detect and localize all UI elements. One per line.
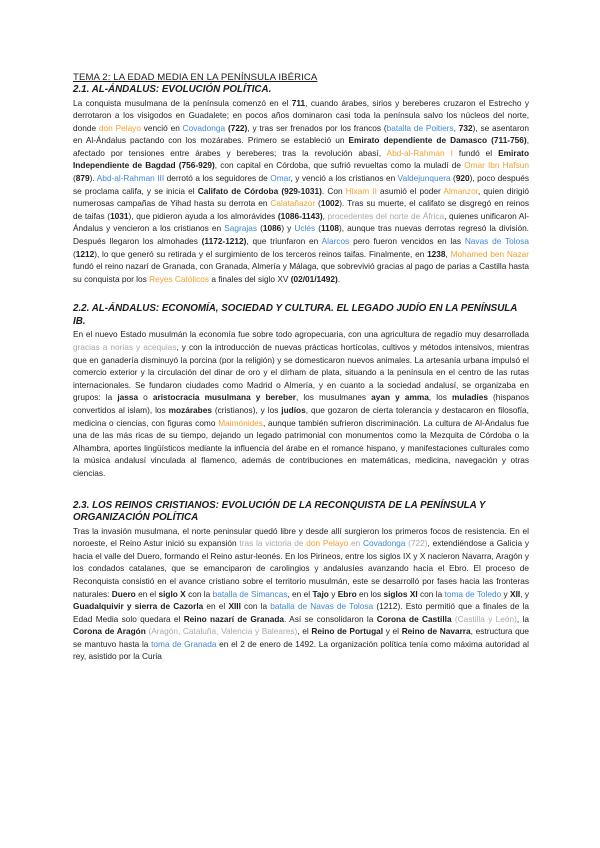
text-run: Guadalquivir y sierra de Cazorla [73,601,204,612]
text-run: ), que pidieron ayuda a los almorávides [128,210,278,221]
text-run: . Con [321,185,346,196]
document-content [73,72,529,663]
text-run: ayan y amma [371,392,429,403]
text-run: ( [256,223,263,234]
text-run: Tajo [312,588,329,599]
text-run: Uclés [294,223,316,234]
text-run: , los musulmanes [295,392,372,403]
text-run: , afectado por tensiones entre árabes y bereberes; tras la revolución abasí, [73,135,529,158]
text-run: , estructura que se mantuvo hasta la [73,626,530,649]
text-run: , [445,248,451,259]
text-run: Emirato dependiente de Damasco [348,135,488,146]
text-run: , con capital en Córdoba, que sufrió revueltas como la muladí de [214,160,465,171]
text-run: Maimónides [218,417,263,428]
text-run: siglos XI [383,588,418,599]
text-run: , [322,210,328,221]
text-run: , el [297,626,312,637]
text-run: Tras la invasión musulmana, el norte peninsular quedó libre y desde allí surgieron los primeros focos de resistencia. En el noroeste, el Reino Astur inició su expansión [73,525,529,549]
text-run: 1212 [75,248,95,259]
text-run: (hispanos convertidos al islam), los [73,392,530,415]
text-run: Corona de Aragón [73,626,146,637]
text-run: . [337,273,341,284]
text-run: ). [89,173,97,184]
text-run: a finales del siglo XV [209,273,291,284]
text-run: en el 2 de enero de 1492. La organización política tenía como máxima autoridad al rey, asistido por la Curia [73,638,529,662]
text-run: (02/01/1492) [290,273,338,284]
text-run: Covadonga [182,122,226,133]
text-run: toma de Toledo [444,588,502,599]
text-run: Reino de Navarra [401,626,471,637]
text-run: Abd-al-Rahman I [386,147,453,158]
text-run: Emirato Independiente de Bagdad [73,147,530,171]
text-run: , quien dirigió numerosas campañas de Yihad hasta su derrota en [73,185,529,209]
text-run: Covadonga [362,538,406,549]
text-run: fundó el reino nazarí de Granada, con Granada, Almería y Málaga, que sobrevivió gracias al pago de parias a Castilla hasta su conquista por los [73,261,529,284]
text-run: Reyes Católicos [149,273,210,284]
text-run: , que triunfaron en [246,236,322,247]
section-paragraph [73,97,529,286]
text-run: Omar Ibn Hafsun [464,160,529,171]
text-run: en los [356,588,384,599]
text-run: Alarcos [321,236,350,247]
text-run: Corona de Castilla [376,613,452,624]
text-run: procedentes del norte de África [327,210,445,221]
section-heading: 2.1. AL-ÁNDALUS: EVOLUCIÓN POLÍTICA. [73,84,272,95]
text-run: , cuando árabes, sirios y bereberes cruzaron el Estrecho y derrotaron a los visigodos en Guadalete; en pocos años dominaron casi toda la península salvo los núcleos del norte, donde [73,97,529,133]
text-run: muladíes [451,392,488,403]
text-run: . Así se consolidaron la [284,613,377,624]
text-run: 1031 [110,210,129,221]
text-run: 1086 [262,223,282,234]
section-heading: 2.2. AL-ÁNDALUS: ECONOMÍA, SOCIEDAD Y CULTURA. EL LEGADO JUDÍO EN LA PENÍNSULA IB. [73,303,517,327]
text-run: (1086-1143) [277,210,323,221]
text-run: , que gozaron de cierta tolerancia y destacaron en filosofía, medicina o ciencias, con figuras como [73,404,529,428]
section-al-andalus-politica [73,84,529,285]
text-run: , quienes unificaron Al-Ándalus y vencieron a los cristianos en [73,210,529,234]
text-run: 920 [455,173,470,184]
document-title: TEMA 2: LA EDAD MEDIA EN LA PENÍNSULA IBÉRICA [73,72,318,83]
text-run: , aunque también sufrieron discriminación. La cultura de Al-Ándalus fue una de las más ricas de su tiempo, dejando un legado patrimonial con monumentos como la Mezquita de Córdoba o la Alhambra, aportes lingüísticos mediante la influencia del árabe en el romance hispano, y manifestaciones culturales como la música andalusí vinculada al flamenco, además de contribuciones en matemáticas, medicina, navegación y otras ciencias. [73,417,529,478]
text-run: con la [240,601,271,612]
text-run: 711 [291,97,306,108]
text-run: (722) [405,538,428,549]
text-run: don Pelayo [306,538,349,549]
text-run: ) y [281,223,295,234]
text-run: batalla de Simancas [212,588,288,599]
text-run: judíos [281,404,306,415]
text-run: venció en [140,122,183,133]
text-run: , y [520,588,529,599]
text-run: y el [383,626,402,637]
text-run: toma de Granada [151,638,217,649]
text-run: batalla de Navas de Tolosa [270,601,374,612]
text-run: Abd-al-Rahman III [96,173,165,184]
section-reinos-cristianos [73,500,529,664]
section-paragraph [73,525,529,664]
text-run: , y venció a los cristianos en [290,173,398,184]
text-run: , en el [287,588,313,599]
text-run: Reino nazarí de Granada [183,613,285,624]
text-run: 1002 [320,198,340,209]
text-run: (756-929) [178,160,215,171]
text-run: don Pelayo [98,122,141,133]
text-run: , y con la introducción de nuevas prácticas hortícolas, cultivos y métodos intensivos, mientras que en ganadería disminuyó la porcina (por la religión) y se domesticaron nuevos animales. La artesanía urbana impulsó el comercio exterior y la circulación del dinar de oro y el dírham de plata, situando a la península en el centro de las rutas internacionales. Se fundaron ciudades como Madrid o Almería, y en cuanto a la sociedad andalusí, se organizaba en grupos: la [73,342,529,403]
text-run: fundó el [452,147,499,158]
text-run: tras la victoria de [239,538,307,549]
text-run: 879 [75,173,90,184]
text-run: Sagrajas [224,223,257,234]
text-run: jassa [117,392,139,403]
text-run: con la [417,588,445,599]
text-run: ( [450,173,456,184]
text-run: Reino de Portugal [311,626,384,637]
text-run: ( [315,198,321,209]
text-run: (Aragón, Cataluña, Valencia y Baleares) [148,626,298,637]
text-run: 1238 [427,248,446,259]
text-run: XIII [228,601,241,612]
text-run: ), lo que generó su retirada y el surgimiento de los terceros reinos taifas. Finalmente, en [94,248,428,259]
text-run: Califato de Córdoba [197,185,279,196]
text-run: en el [203,601,229,612]
text-run: (929-1031) [281,185,322,196]
text-run: (1172-1212) [201,236,247,247]
text-run: ( [73,248,76,259]
text-run: siglo X [158,588,186,599]
text-run: 732 [458,122,473,133]
text-run: (711-756) [491,135,527,146]
text-run: , extendiéndose a Galicia y hacia el valle del Duero, formando el Reino astur-leonés. En los Pirineos, entre los siglos IX y X nacieron Navarra, Aragón y los condados catalanes, que se emanciparon de carolingios y andalusíes avanzando hacia el Ebro. El proceso de Reconquista consistió en el avance cristiano sobre el territorio musulmán, este se desarrolló por fases hacia las fronteras naturales: [73,538,529,599]
text-run: ), se asentaron en Al-Ándalus pactando con los mozárabes. Primero se estableció un [73,122,529,146]
text-run: En el nuevo Estado musulmán la economía fue sobre todo agropecuaria, con una agricultura de regadío muy desarrollada [73,329,529,340]
section-paragraph [73,328,529,479]
text-run: ( [73,173,76,184]
text-run: , los [428,392,452,403]
text-run: (cristianos), y los [211,404,282,415]
text-run: pero fueron vencidos en las [349,236,465,247]
text-run: ). Tras su muerte, el califato se disgregó en reinos de taifas ( [73,198,529,221]
text-run: gracias a norias y acequias [73,342,177,352]
text-run: aristocracia musulmana y bereber [152,392,296,403]
text-run: o [138,392,153,403]
text-run: , [453,122,459,133]
text-run: mozárabes [168,404,212,415]
text-run: Valdejunquera [397,173,451,184]
text-run: y [501,588,511,599]
text-run: Duero [111,588,136,599]
text-run: en el [135,588,159,599]
text-run: derrotó a los seguidores de [164,173,271,184]
text-run: Calatañazor [270,198,316,209]
text-run: en [348,538,363,549]
text-run: Hixam II [345,185,377,196]
text-run: XII [510,588,521,599]
text-run: (722) [227,122,248,133]
text-run: Almanzor [443,185,478,196]
text-run: Omar [270,173,291,184]
text-run: (1212). Esto permitió que a finales de la Edad Media solo quedara el [73,601,529,624]
text-run: ( [315,223,322,234]
text-run: con la [185,588,213,599]
text-run: Ebro [337,588,357,599]
text-run: La conquista musulmana de la península comenzó en el [73,97,292,108]
text-run: ), aunque tras nuevas derrotas regresó la división. Después llegaron los almohades [73,223,529,247]
text-run: , la [516,613,529,624]
text-run: Mohamed ben Nazar [450,248,529,259]
text-run: 1108 [321,223,340,234]
text-run: y [328,588,338,599]
text-run: , y tras ser frenados por los francos ( [247,122,387,133]
section-al-andalus-economia [73,303,529,479]
text-run: batalla de Poitiers [386,122,454,133]
text-run: (Castilla y León) [454,613,517,624]
text-run: asumió el poder [376,185,444,196]
section-heading: 2.3. LOS REINOS CRISTIANOS: EVOLUCIÓN DE LA RECONQUISTA DE LA PENÍNSULA Y ORGANIZACIÓN POLÍTICA [73,499,486,524]
text-run: Navas de Tolosa [464,236,529,247]
text-run: ), poco después se proclama califa, y se inicia el [73,173,529,196]
